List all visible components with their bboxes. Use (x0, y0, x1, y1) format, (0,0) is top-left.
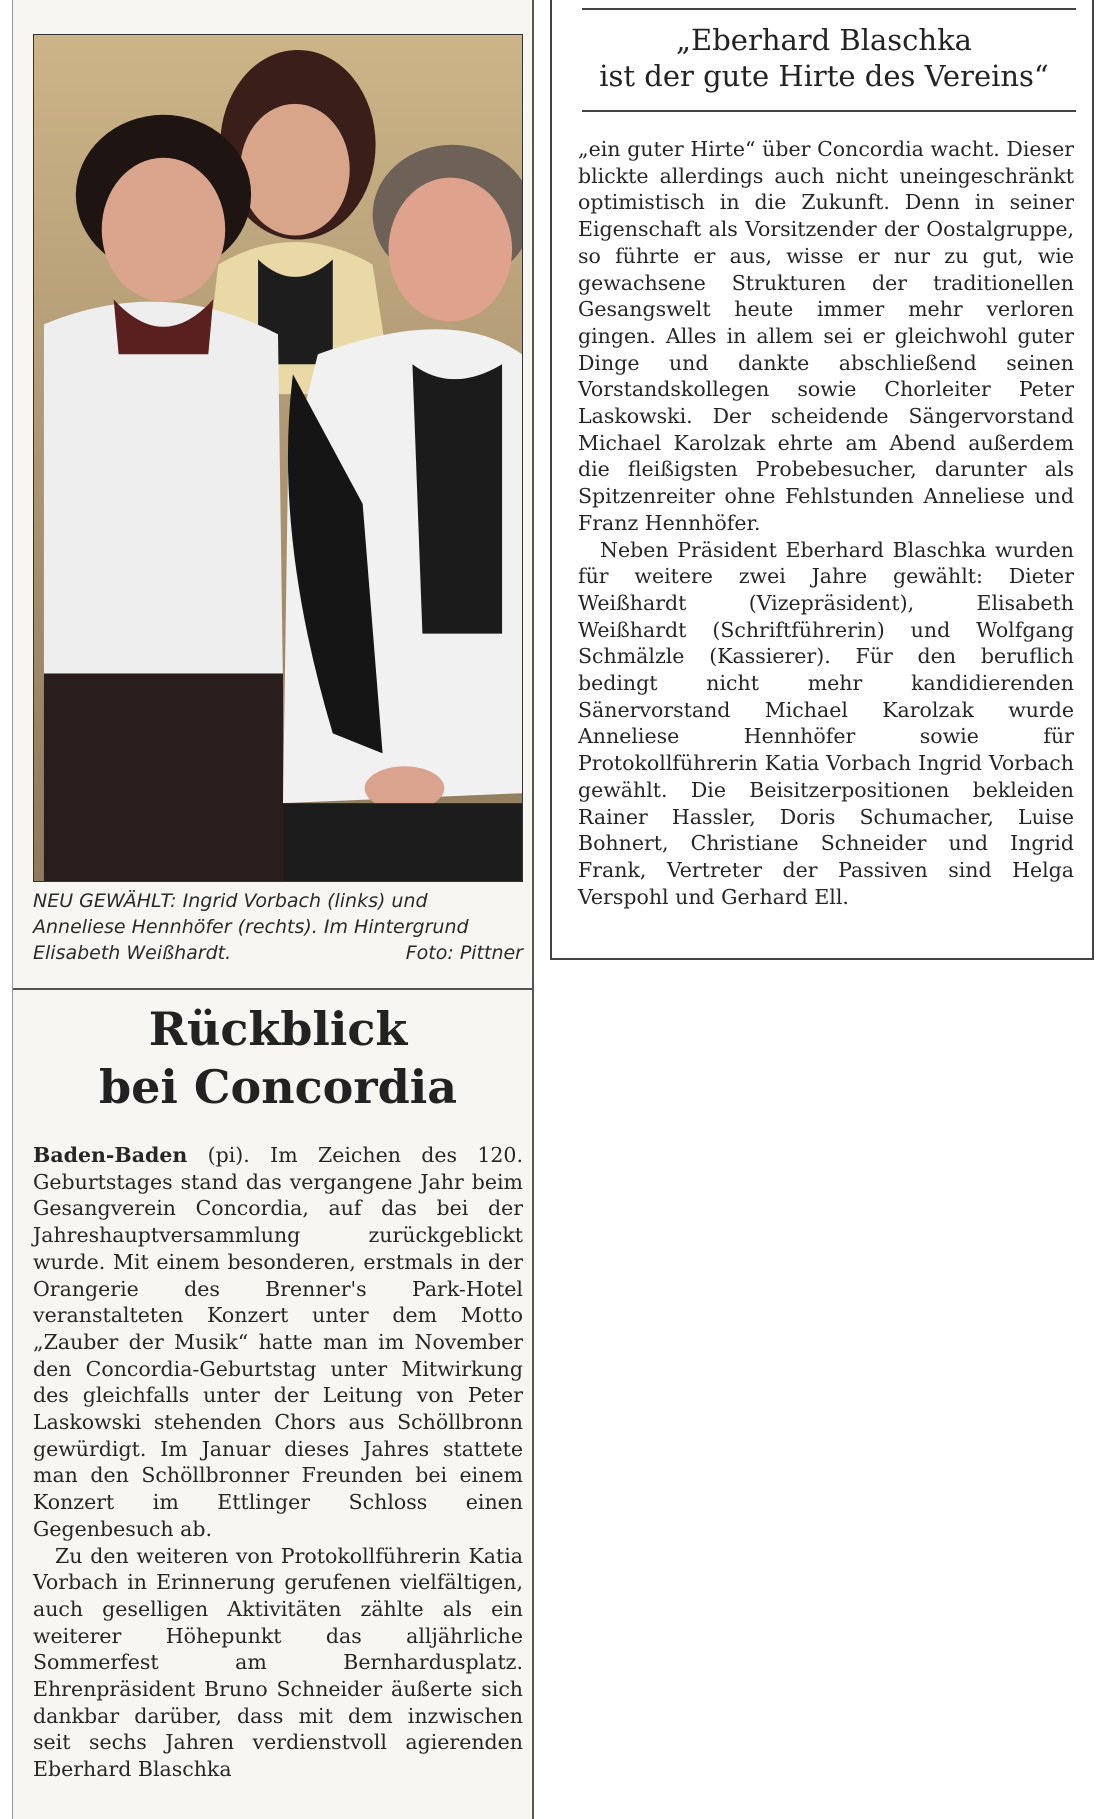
caption-line-3 (33, 940, 523, 966)
paragraph: Zu den weiteren von Protokollführerin Katia Vorbach in Erinnerung gerufenen vielfältigen, auch geselligen Aktivitäten zählte als ein weiterer Höhepunkt das alljährliche Sommerfest am Bernhardusplatz. Ehrenpräsident Bruno Schneider äußerte sich dankbar darüber, dass mit dem inzwischen seit sechs Jahren verdienstvoll agierenden Eberhard Blaschka (33, 1543, 523, 1782)
quote-heading-line-2: ist der gute Hirte des Vereins“ (599, 59, 1049, 93)
top-divider (582, 8, 1076, 10)
photo-credit: Foto: Pittner (405, 942, 523, 964)
paragraph (33, 1142, 523, 1543)
caption-line-2: Anneliese Hennhöfer (rechts). Im Hintergrund (33, 916, 469, 938)
headline-line-2: bei Concordia (98, 1060, 458, 1114)
article-headline (33, 1000, 523, 1116)
caption-line-1 (33, 888, 523, 914)
left-column (12, 0, 534, 1819)
article-body-left (33, 1142, 523, 1783)
caption-line3-left: Elisabeth Weißhardt. (33, 942, 232, 964)
group-photo (33, 34, 523, 882)
headline-line-1: Rückblick (148, 1002, 408, 1056)
caption-kicker: NEU GEWÄHLT: (33, 890, 177, 912)
right-column (550, 0, 1094, 960)
paragraph: Neben Präsident Eberhard Blaschka wurden für weitere zwei Jahre gewählt: Dieter Weißhardt (Vizepräsident), Elisabeth Weißhardt (Schriftführerin) und Wolfgang Schmälzle (Kassierer). Für den beruflich bedingt nicht mehr kandidierenden Sänervorstand Michael Karolzak wurde Anneliese Hennhöfer sowie für Protokollführerin Katia Vorbach Ingrid Vorbach gewählt. Die Beisitzerpositionen bekleiden Rainer Hassler, Doris Schumacher, Luise Bohnert, Christiane Schneider und Ingrid Frank, Vertreter der Passiven sind Helga Verspohl und Gerhard Ell. (578, 537, 1074, 909)
article-body-right (578, 136, 1074, 910)
paragraph: „ein guter Hirte“ über Concordia wacht. Dieser blickte allerdings auch nicht uneingeschränkt optimistisch in die Zukunft. Denn in seiner Eigenschaft als Vorsitzender der Oostalgruppe, so führte er aus, wisse er nur zu gut, wie gewachsene Strukturen der traditionellen Gesangswelt heute immer mehr verloren gingen. Alles in allem sei er gleichwohl guter Dinge und dankte abschließend seinen Vorstandskollegen sowie Chorleiter Peter Laskowski. Der scheidende Sängervorstand Michael Karolzak ehrte am Abend außerdem die fleißigsten Probebesucher, darunter als Spitzenreiter ohne Fehlstunden Anneliese und Franz Hennhöfer. (578, 137, 1074, 535)
dateline: Baden-Baden (33, 1143, 188, 1167)
quote-divider (582, 110, 1076, 112)
photo-caption (33, 888, 523, 966)
quote-heading (572, 22, 1076, 94)
caption-line1-rest: Ingrid Vorbach (links) und (176, 890, 428, 912)
photo-illustration (34, 35, 522, 881)
caption-divider (13, 988, 532, 990)
quote-heading-line-1: „Eberhard Blaschka (676, 23, 972, 57)
paragraph-text: (pi). Im Zeichen des 120. Geburtstages stand das vergangene Jahr beim Gesangverein Concordia, auf das bei der Jahreshauptversammlung zurückgeblickt wurde. Mit einem besonderen, erstmals in der Orangerie des Brenner's Park-Hotel veranstalteten Konzert unter dem Motto „Zauber der Musik“ hatte man im November den Concordia-Geburtstag unter Mitwirkung des gleichfalls unter der Leitung von Peter Laskowski stehenden Chors aus Schöllbronn gewürdigt. Im Januar dieses Jahres stattete man den Schöllbronner Freunden bei einem Konzert im Ettlinger Schloss einen Gegenbesuch ab. (33, 1143, 523, 1541)
